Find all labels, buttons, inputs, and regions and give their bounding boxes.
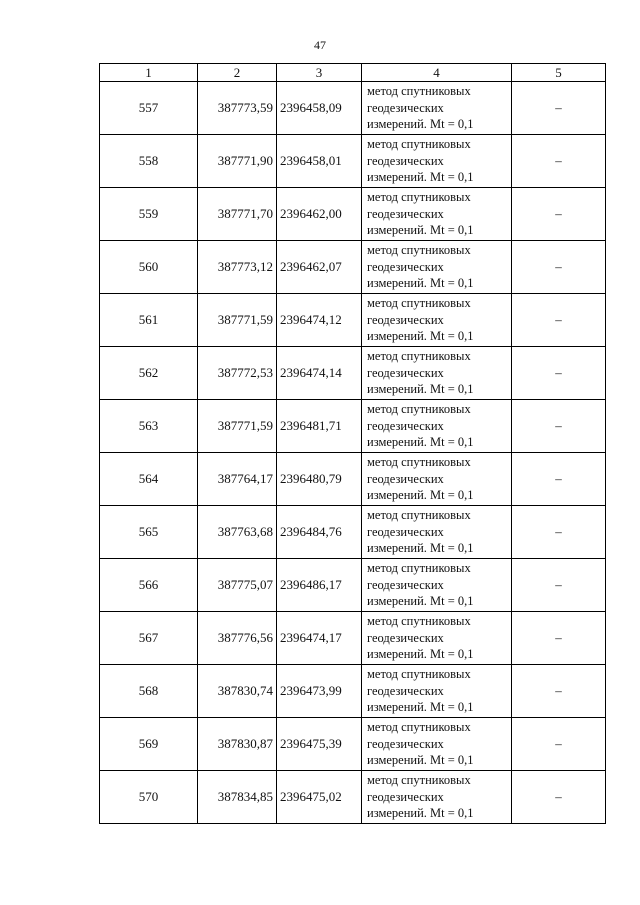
- y-coordinate-cell: 2396484,76: [277, 506, 362, 559]
- method-cell: [362, 82, 512, 135]
- y-coordinate-cell: 2396462,00: [277, 188, 362, 241]
- x-coordinate-cell: 387830,87: [198, 718, 277, 771]
- y-coordinate-cell: 2396474,12: [277, 294, 362, 347]
- y-coordinate-cell: 2396475,39: [277, 718, 362, 771]
- method-line: метод спутниковых: [367, 720, 471, 735]
- y-coordinate-cell: 2396486,17: [277, 559, 362, 612]
- method-line: геодезических: [367, 577, 444, 592]
- point-number-cell: 567: [100, 612, 198, 665]
- point-number-cell: 558: [100, 135, 198, 188]
- y-coordinate-cell: 2396474,14: [277, 347, 362, 400]
- note-cell: –: [512, 771, 606, 824]
- method-line: метод спутниковых: [367, 84, 471, 99]
- method-line: геодезических: [367, 524, 444, 539]
- table-row: [100, 135, 606, 188]
- method-line: метод спутниковых: [367, 243, 471, 258]
- method-line: геодезических: [367, 259, 444, 274]
- method-line: измерений. Mt = 0,1: [367, 488, 474, 503]
- header-col-3: 3: [277, 64, 362, 82]
- table-row: [100, 506, 606, 559]
- table-row: [100, 347, 606, 400]
- method-line: геодезических: [367, 471, 444, 486]
- note-cell: –: [512, 718, 606, 771]
- method-cell: [362, 559, 512, 612]
- header-col-1: 1: [100, 64, 198, 82]
- method-line: измерений. Mt = 0,1: [367, 276, 474, 291]
- method-line: метод спутниковых: [367, 508, 471, 523]
- method-line: измерений. Mt = 0,1: [367, 223, 474, 238]
- x-coordinate-cell: 387776,56: [198, 612, 277, 665]
- note-cell: –: [512, 135, 606, 188]
- method-line: измерений. Mt = 0,1: [367, 806, 474, 821]
- x-coordinate-cell: 387830,74: [198, 665, 277, 718]
- point-number-cell: 568: [100, 665, 198, 718]
- note-cell: –: [512, 665, 606, 718]
- method-line: измерений. Mt = 0,1: [367, 700, 474, 715]
- header-col-5: 5: [512, 64, 606, 82]
- note-cell: –: [512, 400, 606, 453]
- table-row: [100, 665, 606, 718]
- method-line: геодезических: [367, 365, 444, 380]
- method-cell: [362, 771, 512, 824]
- method-line: геодезических: [367, 418, 444, 433]
- table-row: [100, 82, 606, 135]
- method-line: геодезических: [367, 312, 444, 327]
- table-row: [100, 400, 606, 453]
- method-line: метод спутниковых: [367, 402, 471, 417]
- note-cell: –: [512, 188, 606, 241]
- method-cell: [362, 188, 512, 241]
- table-row: [100, 241, 606, 294]
- method-line: геодезических: [367, 100, 444, 115]
- method-line: метод спутниковых: [367, 667, 471, 682]
- method-line: метод спутниковых: [367, 561, 471, 576]
- table-header: [100, 64, 606, 82]
- y-coordinate-cell: 2396480,79: [277, 453, 362, 506]
- method-line: метод спутниковых: [367, 614, 471, 629]
- header-row: [100, 64, 606, 82]
- method-line: геодезических: [367, 789, 444, 804]
- coordinates-table: [99, 63, 606, 824]
- method-line: метод спутниковых: [367, 137, 471, 152]
- method-line: измерений. Mt = 0,1: [367, 329, 474, 344]
- point-number-cell: 563: [100, 400, 198, 453]
- method-line: измерений. Mt = 0,1: [367, 647, 474, 662]
- table-body: [100, 82, 606, 824]
- method-line: измерений. Mt = 0,1: [367, 753, 474, 768]
- method-line: метод спутниковых: [367, 455, 471, 470]
- y-coordinate-cell: 2396475,02: [277, 771, 362, 824]
- note-cell: –: [512, 559, 606, 612]
- x-coordinate-cell: 387773,59: [198, 82, 277, 135]
- method-line: измерений. Mt = 0,1: [367, 170, 474, 185]
- note-cell: –: [512, 612, 606, 665]
- point-number-cell: 565: [100, 506, 198, 559]
- method-line: геодезических: [367, 153, 444, 168]
- method-cell: [362, 665, 512, 718]
- y-coordinate-cell: 2396458,09: [277, 82, 362, 135]
- point-number-cell: 569: [100, 718, 198, 771]
- point-number-cell: 570: [100, 771, 198, 824]
- x-coordinate-cell: 387771,70: [198, 188, 277, 241]
- method-line: измерений. Mt = 0,1: [367, 117, 474, 132]
- method-line: измерений. Mt = 0,1: [367, 541, 474, 556]
- point-number-cell: 566: [100, 559, 198, 612]
- x-coordinate-cell: 387764,17: [198, 453, 277, 506]
- y-coordinate-cell: 2396473,99: [277, 665, 362, 718]
- table-row: [100, 771, 606, 824]
- x-coordinate-cell: 387771,59: [198, 400, 277, 453]
- table-row: [100, 559, 606, 612]
- method-cell: [362, 135, 512, 188]
- table-row: [100, 612, 606, 665]
- y-coordinate-cell: 2396481,71: [277, 400, 362, 453]
- method-line: геодезических: [367, 206, 444, 221]
- method-cell: [362, 612, 512, 665]
- table-row: [100, 718, 606, 771]
- note-cell: –: [512, 347, 606, 400]
- method-cell: [362, 506, 512, 559]
- table-row: [100, 453, 606, 506]
- method-line: метод спутниковых: [367, 349, 471, 364]
- method-cell: [362, 294, 512, 347]
- method-line: метод спутниковых: [367, 773, 471, 788]
- x-coordinate-cell: 387775,07: [198, 559, 277, 612]
- method-line: метод спутниковых: [367, 296, 471, 311]
- header-col-2: 2: [198, 64, 277, 82]
- x-coordinate-cell: 387773,12: [198, 241, 277, 294]
- point-number-cell: 561: [100, 294, 198, 347]
- note-cell: –: [512, 82, 606, 135]
- page-number: 47: [314, 38, 326, 52]
- point-number-cell: 564: [100, 453, 198, 506]
- method-line: измерений. Mt = 0,1: [367, 594, 474, 609]
- header-col-4: 4: [362, 64, 512, 82]
- method-line: измерений. Mt = 0,1: [367, 382, 474, 397]
- x-coordinate-cell: 387771,90: [198, 135, 277, 188]
- x-coordinate-cell: 387772,53: [198, 347, 277, 400]
- point-number-cell: 562: [100, 347, 198, 400]
- y-coordinate-cell: 2396474,17: [277, 612, 362, 665]
- note-cell: –: [512, 241, 606, 294]
- note-cell: –: [512, 294, 606, 347]
- y-coordinate-cell: 2396458,01: [277, 135, 362, 188]
- method-cell: [362, 718, 512, 771]
- point-number-cell: 560: [100, 241, 198, 294]
- method-line: геодезических: [367, 683, 444, 698]
- x-coordinate-cell: 387763,68: [198, 506, 277, 559]
- note-cell: –: [512, 453, 606, 506]
- note-cell: –: [512, 506, 606, 559]
- method-cell: [362, 453, 512, 506]
- method-line: измерений. Mt = 0,1: [367, 435, 474, 450]
- point-number-cell: 559: [100, 188, 198, 241]
- point-number-cell: 557: [100, 82, 198, 135]
- method-cell: [362, 400, 512, 453]
- method-cell: [362, 347, 512, 400]
- x-coordinate-cell: 387771,59: [198, 294, 277, 347]
- x-coordinate-cell: 387834,85: [198, 771, 277, 824]
- method-line: геодезических: [367, 736, 444, 751]
- table-row: [100, 188, 606, 241]
- table-row: [100, 294, 606, 347]
- method-line: геодезических: [367, 630, 444, 645]
- method-cell: [362, 241, 512, 294]
- y-coordinate-cell: 2396462,07: [277, 241, 362, 294]
- method-line: метод спутниковых: [367, 190, 471, 205]
